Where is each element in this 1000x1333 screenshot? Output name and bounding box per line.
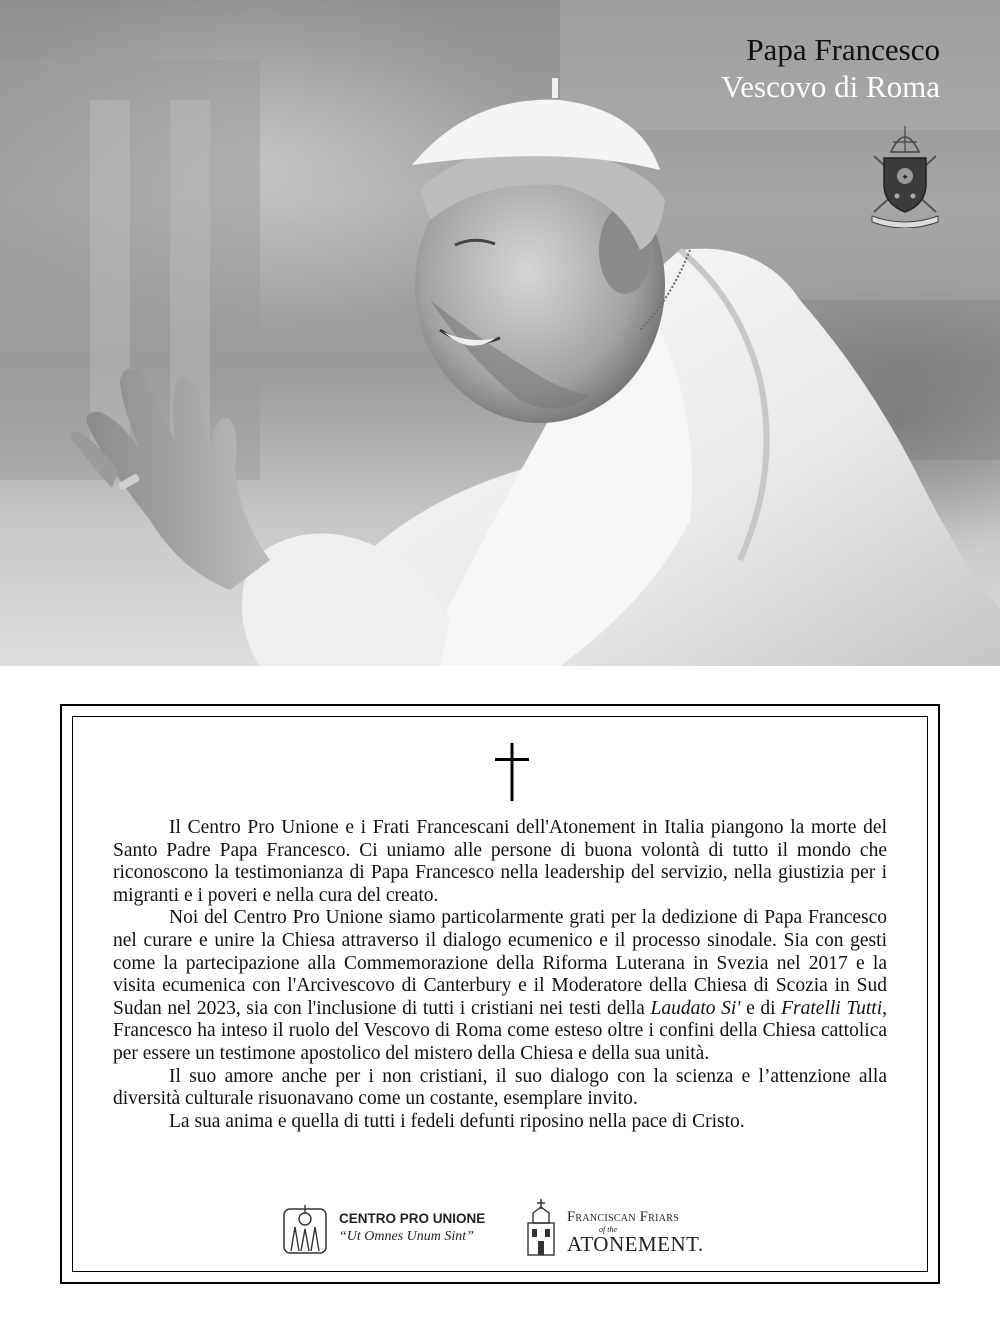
paragraph-2-part-b: e di xyxy=(740,997,782,1019)
centro-pro-unione-logo-icon xyxy=(283,1203,327,1255)
paragraph-4: La sua anima e quella di tutti i fedeli defunti riposino nella pace di Cristo. xyxy=(169,1110,745,1132)
franciscan-friars-church-logo-icon xyxy=(525,1199,557,1257)
logos-row xyxy=(283,1199,723,1259)
title-fratelli-tutti: Fratelli Tutti xyxy=(781,997,883,1019)
paragraph-1: Il Centro Pro Unione e i Frati Francescani dell'Atonement in Italia piangono la morte del Santo Padre Papa Francesco. Ci uniamo alle persone di buona volontà di tutto il mondo che riconoscono la testimonianza di Papa Francesco nella leadership del servizio, nella giustizia per i migranti e i poveri e nella cura del creato. xyxy=(113,817,887,906)
centro-pro-unione-motto: “Ut Omnes Unum Sint” xyxy=(339,1229,474,1244)
paragraph-2 xyxy=(113,907,887,1065)
memorial-text xyxy=(113,817,887,1133)
cross-icon xyxy=(495,743,529,801)
portrait-photo xyxy=(0,0,1000,666)
title-block xyxy=(721,34,940,103)
centro-pro-unione-name: CENTRO PRO UNIONE xyxy=(339,1211,486,1226)
page-title: Papa Francesco xyxy=(746,32,940,67)
paragraph-2-part-c: , Francesco ha inteso il ruolo del Vescovo di Roma come esteso oltre i confini della Chiesa cattolica per essere un testimone apostolico del mistero della Chiesa e della sua unità. xyxy=(113,997,887,1064)
centro-pro-unione-logo xyxy=(283,1199,503,1259)
papal-coat-of-arms-icon xyxy=(866,120,944,228)
memorial-frame-inner xyxy=(72,716,928,1272)
franciscan-friars-line2: ATONEMENT. xyxy=(567,1232,704,1256)
svg-text:✦: ✦ xyxy=(901,173,909,183)
title-laudato-si: Laudato Si' xyxy=(650,997,741,1019)
memorial-frame xyxy=(60,704,940,1284)
franciscan-friars-logo xyxy=(525,1199,725,1259)
franciscan-friars-line1: Franciscan Friars xyxy=(567,1209,680,1225)
franciscan-friars-of-the: of the xyxy=(599,1225,617,1234)
paragraph-3: Il suo amore anche per i non cristiani, il suo dialogo con la scienza e l’attenzione alla diversità culturale risuonavano come un costante, esemplare invito. xyxy=(113,1065,887,1110)
paragraph-2-part-a: Noi del Centro Pro Unione siamo particolarmente grati per la dedizione di Papa Francesco nel curare e unire la Chiesa attraverso il dialogo ecumenico e il processo sinodale. Sia con gesti come la partecipazione alla Commemorazione della Riforma Luterana in Svezia nel 2017 e la visita ecumenica con l'Arcivescovo di Canterbury e il Moderatore della Chiesa di Scozia in Sud Sudan nel 2023, sia con l'inclusione di tutti i cristiani nei testi della xyxy=(113,907,887,1019)
page-subtitle: Vescovo di Roma xyxy=(721,68,940,104)
